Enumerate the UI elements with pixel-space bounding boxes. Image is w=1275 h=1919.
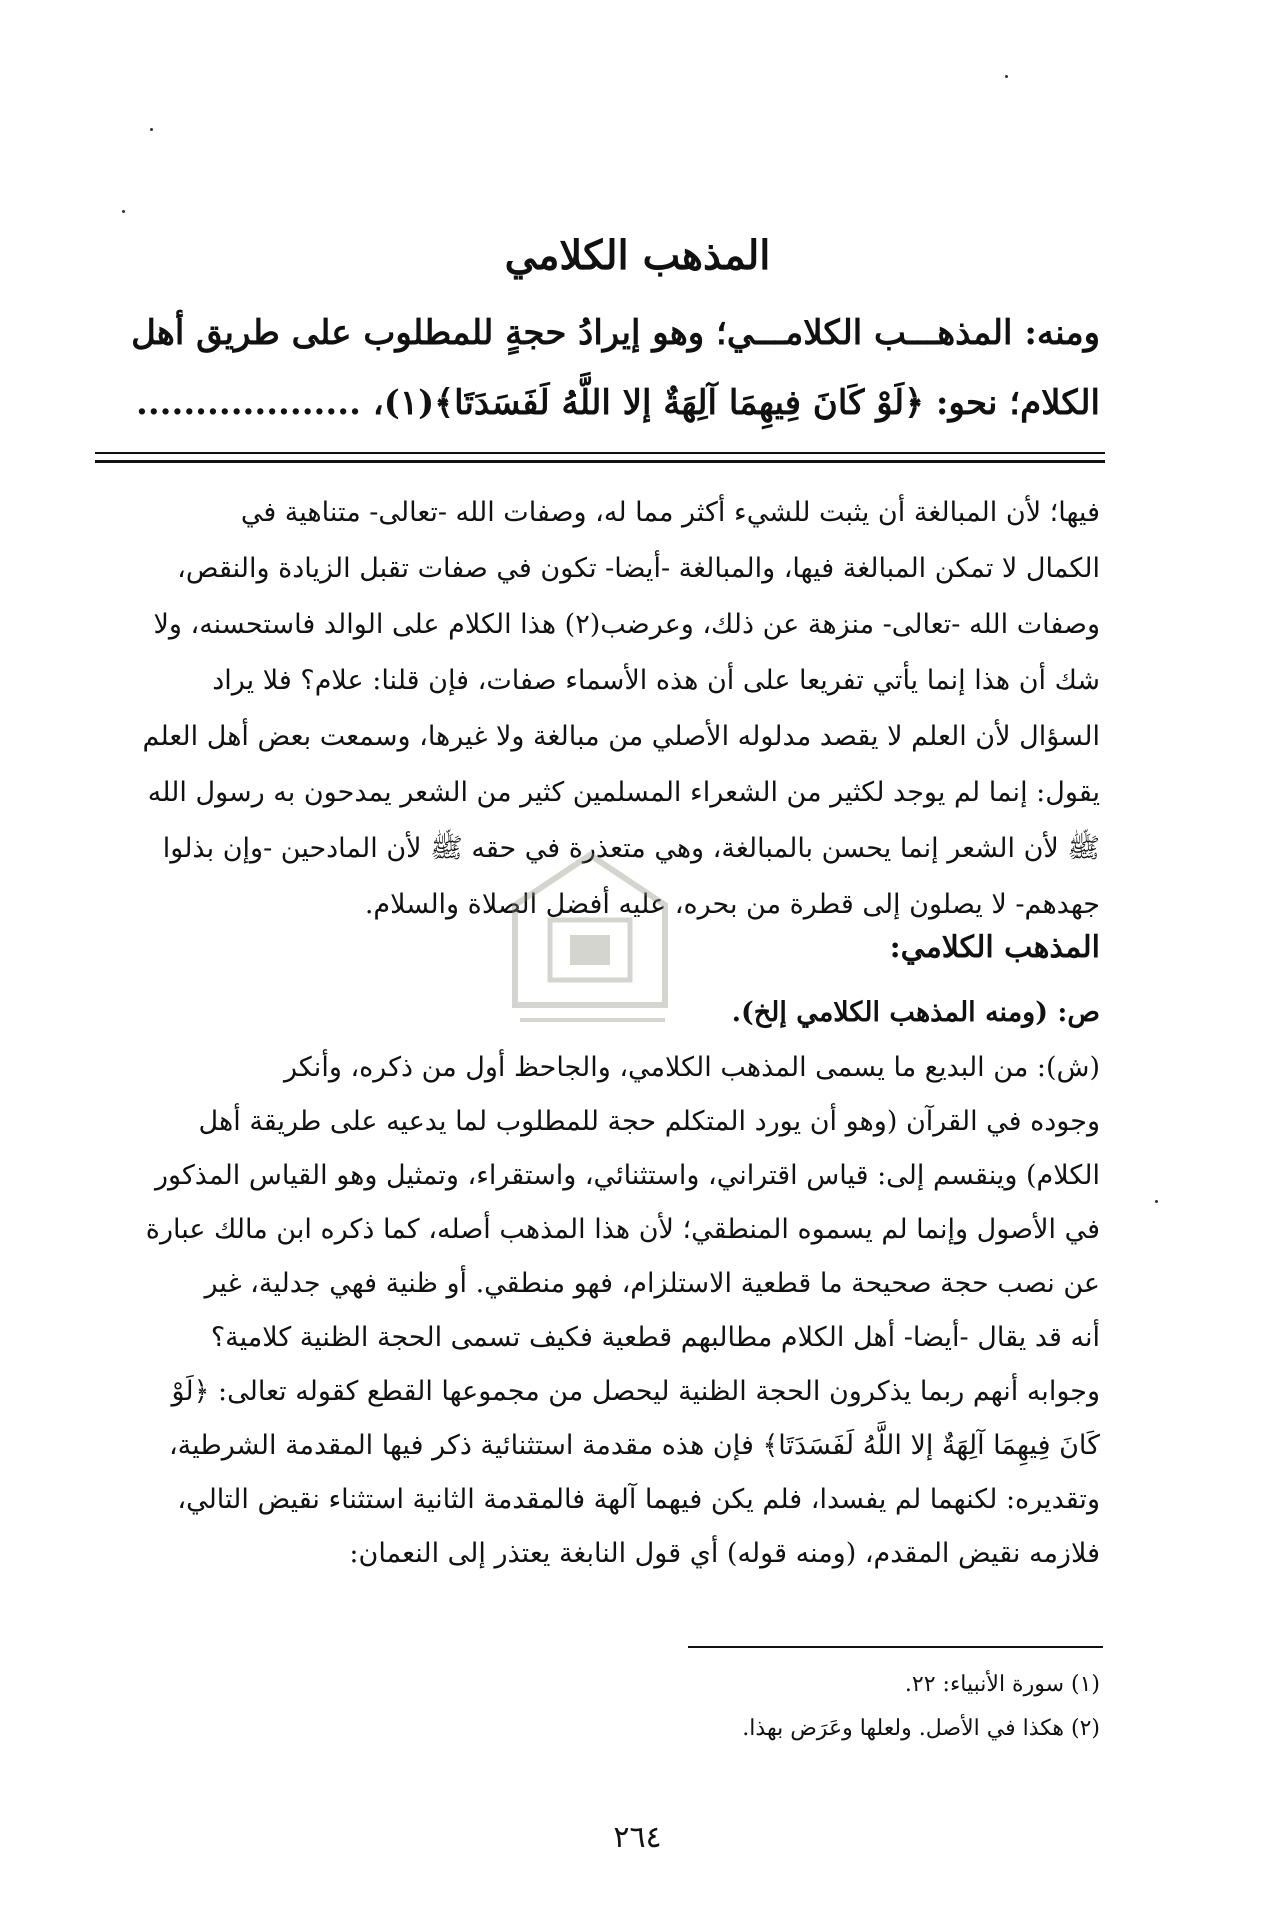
commentary-line: وصفات الله -تعالى- منزهة عن ذلك، وعرضب(٢) هذا الكلام على الوالد فاستحسنه، ولا: [153, 609, 1100, 640]
sharh-line: كَانَ فِيهِمَا آلِهَةٌ إلا اللَّهُ لَفَسَدَتَا﴾ فإن هذه مقدمة استثنائية ذكر فيها المقدمة الشرطية،: [168, 1430, 1100, 1461]
matn-line-1: ومنه: المذهـــب الكلامـــي؛ وهو إيرادُ حجةٍ للمطلوب على طريق أهل: [131, 313, 1100, 353]
separator-rule-bottom: [95, 460, 1105, 463]
sharh-line: أنه قد يقال -أيضا- أهل الكلام مطالبهم قطعية فكيف تسمى الحجة الظنية كلامية؟: [210, 1322, 1100, 1353]
page-title: المذهب الكلامي: [504, 232, 771, 279]
matn-line-2: الكلام؛ نحو: ﴿لَوْ كَانَ فِيهِمَا آلِهَةٌ إلا اللَّهُ لَفَسَدَتَا﴾(١)، ...................: [136, 383, 1100, 423]
commentary-line: السؤال لأن العلم لا يقصد مدلوله الأصلي من مبالغة ولا غيرها، وسمعت بعض أهل العلم: [142, 721, 1100, 752]
commentary-line: الكمال لا تمكن المبالغة فيها، والمبالغة -أيضا- تكون في صفات تقبل الزيادة والنقص،: [177, 553, 1100, 584]
sharh-line: وتقديره: لكنهما لم يفسدا، فلم يكن فيهما آلهة فالمقدمة الثانية استثناء نقيض التالي،: [177, 1484, 1100, 1515]
library-stamp-watermark: [490, 845, 690, 1045]
scan-speck: [122, 210, 125, 213]
commentary-line: شك أن هذا إنما يأتي تفريعا على أن هذه الأسماء صفات، فإن قلنا: علام؟ فلا يراد: [212, 665, 1100, 696]
page-number: ٢٦٤: [613, 1820, 662, 1855]
footnote-separator: [688, 1646, 1103, 1648]
footnote-1: (١) سورة الأنبياء: ٢٢.: [904, 1672, 1100, 1697]
scan-speck: [150, 128, 153, 131]
sharh-line: الكلام) وينقسم إلى: قياس اقتراني، واستثنائي، واستقراء، وتمثيل وهو القياس المذكور: [154, 1160, 1100, 1191]
footnote-2: (٢) هكذا في الأصل. ولعلها وعَرَض بهذا.: [742, 1716, 1100, 1741]
sharh-line: في الأصول وإنما لم يسموه المنطقي؛ لأن هذا المذهب أصله، كما ذكره ابن مالك عبارة: [145, 1214, 1100, 1245]
sharh-line: فلازمه نقيض المقدم، (ومنه قوله) أي قول النابغة يعتذر إلى النعمان:: [349, 1538, 1100, 1569]
sad-line: ص: (ومنه المذهب الكلامي إلخ).: [731, 997, 1100, 1028]
sharh-line: وجوده في القرآن (وهو أن يورد المتكلم حجة للمطلوب لما يدعيه على طريقة أهل: [198, 1106, 1100, 1137]
separator-rule-top: [95, 452, 1105, 454]
sharh-line: (ش): من البديع ما يسمى المذهب الكلامي، والجاحظ أول من ذكره، وأنكر: [284, 1052, 1100, 1083]
section-heading: المذهب الكلامي:: [889, 930, 1100, 965]
scan-speck: [1155, 1200, 1158, 1203]
commentary-line: جهدهم- لا يصلون إلى قطرة من بحره، عليه أفضل الصلاة والسلام.: [364, 889, 1100, 920]
sharh-line: وجوابه أنهم ربما يذكرون الحجة الظنية ليحصل من مجموعها القطع كقوله تعالى: ﴿لَوْ: [171, 1376, 1100, 1407]
commentary-line: ﷺ لأن الشعر إنما يحسن بالمبالغة، وهي متعذرة في حقه ﷺ لأن المادحين -وإن بذلوا: [162, 833, 1100, 864]
commentary-line: فيها؛ لأن المبالغة أن يثبت للشيء أكثر مما له، وصفات الله -تعالى- متناهية في: [240, 497, 1100, 528]
scan-speck: [1005, 75, 1008, 78]
sharh-line: عن نصب حجة صحيحة ما قطعية الاستلزام، فهو منطقي. أو ظنية فهي جدلية، غير: [204, 1268, 1100, 1299]
commentary-line: يقول: إنما لم يوجد لكثير من الشعراء المسلمين كثير من الشعر يمدحون به رسول الله: [147, 777, 1100, 808]
